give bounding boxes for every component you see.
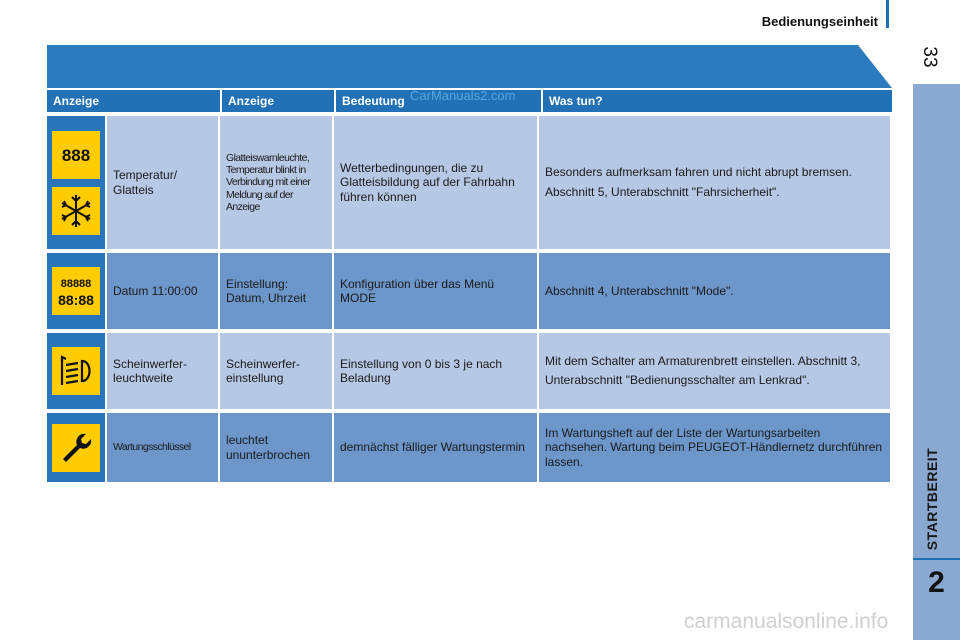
action-cell: Im Wartungsheft auf der Liste der Wartungsarbeiten nachsehen. Wartung beim PEUGEOT-Händlernetz durchführen lassen. [539, 413, 890, 482]
column-header: Was tun? [541, 90, 892, 112]
icon-cell [47, 116, 105, 249]
top-rule [886, 0, 889, 28]
meaning-cell: demnächst fälliger Wartungstermin [334, 413, 537, 482]
display-cell: Datum 11:00:00 [107, 253, 218, 329]
snowflake-icon [52, 187, 100, 235]
icon-cell [47, 333, 105, 409]
action-cell: Abschnitt 4, Unterabschnitt "Mode". [539, 253, 890, 329]
watermark-top: CarManuals2.com [410, 88, 516, 103]
meaning-cell: Wetterbedingungen, die zu Glatteisbildung auf der Fahrbahn führen können [334, 116, 537, 249]
indicator-cell: Einstellung: Datum, Uhrzeit [220, 253, 332, 329]
table-row [47, 253, 892, 329]
table-row [47, 116, 892, 249]
icon-cell [47, 413, 105, 482]
indicator-cell: leuchtet ununterbrochen [220, 413, 332, 482]
column-header: Bedeutung [334, 90, 541, 112]
date-time-display-icon [52, 267, 100, 315]
indicator-table [47, 90, 892, 482]
indicator-cell: Scheinwerfer- einstellung [220, 333, 332, 409]
icon-cell [47, 253, 105, 329]
table-row [47, 333, 892, 409]
meaning-cell: Einstellung von 0 bis 3 je nach Beladung [334, 333, 537, 409]
meaning-cell: Konfiguration über das Menü MODE [334, 253, 537, 329]
svg-text:88888: 88888 [60, 278, 92, 290]
section-title: Bedienungseinheit [761, 14, 878, 29]
table-row [47, 413, 892, 482]
display-cell: Wartungsschlüssel [107, 413, 218, 482]
indicator-cell: Glatteiswarnleuchte, Temperatur blinkt in Verbindung mit einer Meldung auf der Anzeige [220, 116, 332, 249]
column-header: Anzeige [220, 90, 334, 112]
headlamp-adjustment-icon [52, 347, 100, 395]
svg-text:888: 888 [61, 145, 91, 165]
display-cell: Temperatur/ Glatteis [107, 116, 218, 249]
chapter-label: STARTBEREIT [924, 447, 940, 551]
column-header: Anzeige [53, 94, 100, 108]
action-cell: Mit dem Schalter am Armaturenbrett einstellen. Abschnitt 3, Unterabschnitt "Bedienungsschalter am Lenkrad". [539, 333, 890, 409]
outside-temperature-display-icon [52, 131, 100, 179]
chapter-rule [913, 558, 960, 560]
watermark-bottom: carmanualsonline.info [684, 610, 889, 633]
sidebar-band [913, 84, 960, 640]
chapter-number: 2 [928, 566, 945, 599]
svg-text:88:88: 88:88 [58, 292, 94, 308]
display-cell: Scheinwerfer- leuchtweite [107, 333, 218, 409]
page-number: 33 [919, 46, 940, 68]
title-banner [47, 45, 892, 88]
wrench-icon [52, 424, 100, 472]
action-cell: Besonders aufmerksam fahren und nicht abrupt bremsen. Abschnitt 5, Unterabschnitt "Fahrsicherheit". [539, 116, 890, 249]
